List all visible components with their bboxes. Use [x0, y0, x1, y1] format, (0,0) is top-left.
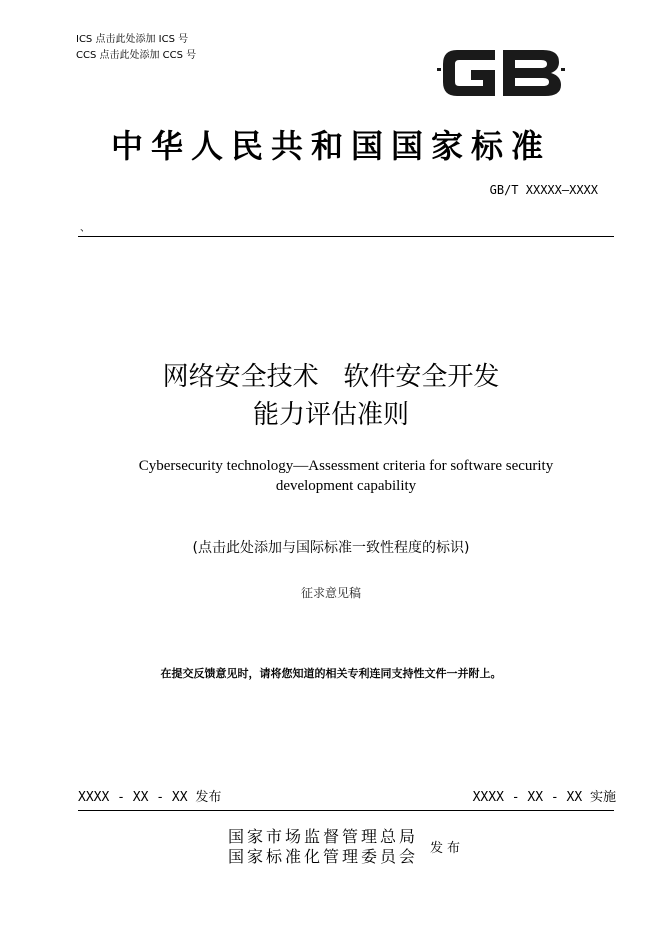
draft-label: 征求意见稿 — [300, 586, 361, 600]
publisher-names — [228, 828, 418, 868]
national-standard-title: 中华人民共和国国家标准 — [110, 127, 551, 165]
standard-number: GB/T XXXXX—XXXX — [489, 183, 598, 197]
implement-date: XXXX - XX - XX 实施 — [472, 790, 616, 805]
bottom-divider — [78, 810, 614, 811]
chinese-title-line-2: 能力评估准则 — [252, 400, 409, 430]
publisher-line-1: 国家市场监督管理总局 — [228, 829, 419, 846]
chinese-title-line-1: 网络安全技术 软件安全开发 — [162, 362, 500, 392]
tick-mark: 、 — [80, 223, 90, 234]
gb-logo-graphic — [437, 40, 565, 104]
ics-number-field[interactable]: ICS 点击此处添加 ICS 号 — [76, 34, 189, 45]
consistency-note-field[interactable]: (点击此处添加与国际标准一致性程度的标识) — [192, 540, 470, 556]
ccs-number-field[interactable]: CCS 点击此处添加 CCS 号 — [76, 50, 197, 61]
gb-logo-icon — [437, 40, 565, 104]
chinese-title — [0, 358, 662, 434]
issue-date: XXXX - XX - XX 发布 — [78, 790, 222, 805]
publish-word: 发布 — [430, 840, 465, 855]
english-title: Cybersecurity technology—Assessment criteria for software security development capability — [138, 458, 554, 494]
publisher-line-2: 国家标准化管理委员会 — [228, 849, 419, 866]
top-divider — [78, 236, 614, 237]
publisher-block — [228, 828, 478, 872]
patent-note: 在提交反馈意见时，请将您知道的相关专利连同支持性文件一并附上。 — [160, 667, 502, 680]
